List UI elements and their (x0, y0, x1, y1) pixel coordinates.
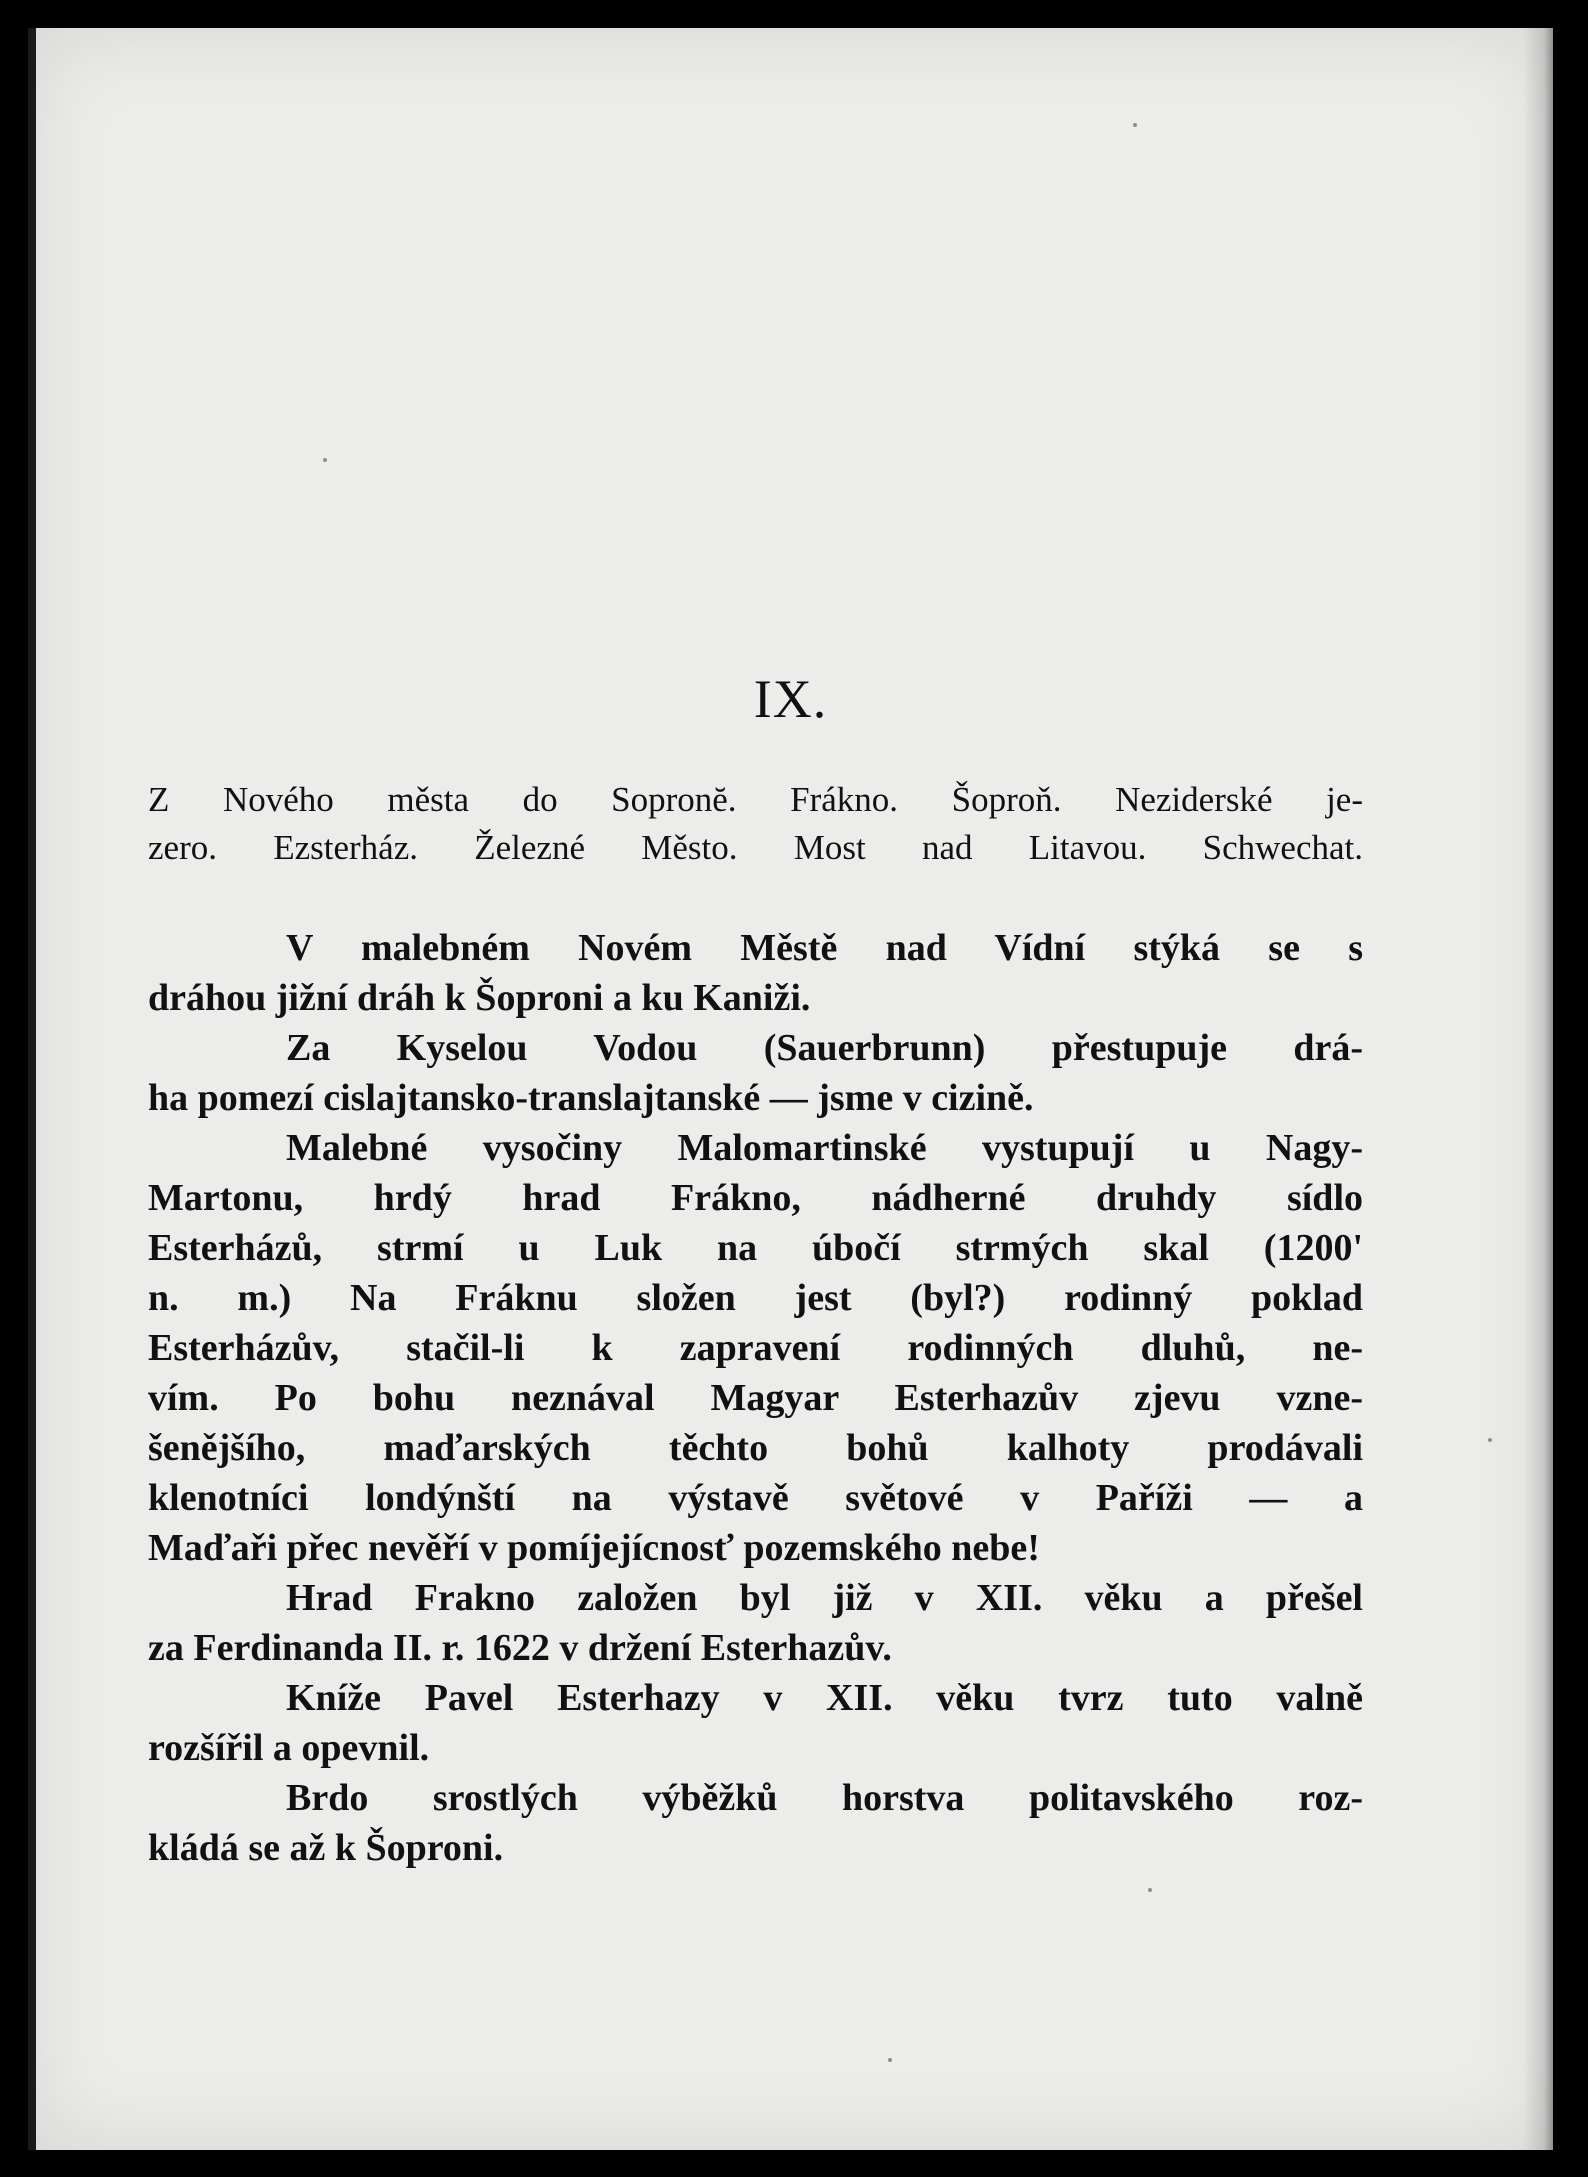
body-line: rozšířil a opevnil. (148, 1727, 430, 1769)
print-speck (323, 458, 327, 462)
body-line: V malebném Novém Městě nad Vídní stýká se s (286, 927, 1363, 969)
body-line: dráhou jižní dráh k Šoproni a ku Kaniži. (148, 977, 811, 1019)
paper-sheet (28, 28, 1553, 2150)
body-line: Za Kyselou Vodou (Sauerbrunn) přestupuje drá- (286, 1027, 1363, 1069)
body-line: Malebné vysočiny Malomartinské vystupují u Nagy- (286, 1127, 1363, 1169)
summary-line: Z Nového města do Sopronĕ. Frákno. Šoproň. Neziderské je- (148, 780, 1363, 819)
print-speck (888, 2058, 892, 2062)
summary-line: zero. Ezsterház. Železné Město. Most nad Litavou. Schwechat. (148, 828, 1363, 867)
body-line: Martonu, hrdý hrad Frákno, nádherné druhdy sídlo (148, 1177, 1363, 1219)
body-line: Kníže Pavel Esterhazy v XII. věku tvrz tuto valně (286, 1677, 1363, 1719)
body-line: klenotníci londýnští na výstavě světové v Paříži — a (148, 1477, 1363, 1519)
chapter-summary (148, 776, 1363, 872)
chapter-number: IX. (753, 669, 828, 729)
body-line: n. m.) Na Fráknu složen jest (byl?) rodinný poklad (148, 1277, 1363, 1319)
print-speck (1488, 1438, 1492, 1442)
body-line: Maďaři přec nevěří v pomíjejícnosť pozemského nebe! (148, 1527, 1040, 1569)
body-line: Brdo srostlých výběžků horstva politavského roz- (286, 1777, 1363, 1819)
print-speck (1148, 1888, 1152, 1892)
body-text (148, 923, 1363, 1873)
body-line: ha pomezí cislajtansko-translajtanské — jsme v cizině. (148, 1077, 1034, 1119)
body-line: vím. Po bohu neznával Magyar Esterhazův zjevu vzne- (148, 1377, 1363, 1419)
body-line: za Ferdinanda II. r. 1622 v držení Esterhazův. (148, 1627, 892, 1669)
page-shadow-edge (1523, 28, 1553, 2150)
body-line: kládá se až k Šoproni. (148, 1827, 504, 1869)
binding-edge (28, 28, 36, 2150)
body-line: šenějšího, maďarských těchto bohů kalhoty prodávali (148, 1427, 1363, 1469)
body-line: Hrad Frakno založen byl již v XII. věku a přešel (286, 1577, 1363, 1619)
body-line: Esterházův, stačil-li k zapravení rodinných dluhů, ne- (148, 1327, 1363, 1369)
body-line: Esterházů, strmí u Luk na úbočí strmých skal (1200' (148, 1227, 1363, 1269)
print-speck (1133, 123, 1137, 127)
